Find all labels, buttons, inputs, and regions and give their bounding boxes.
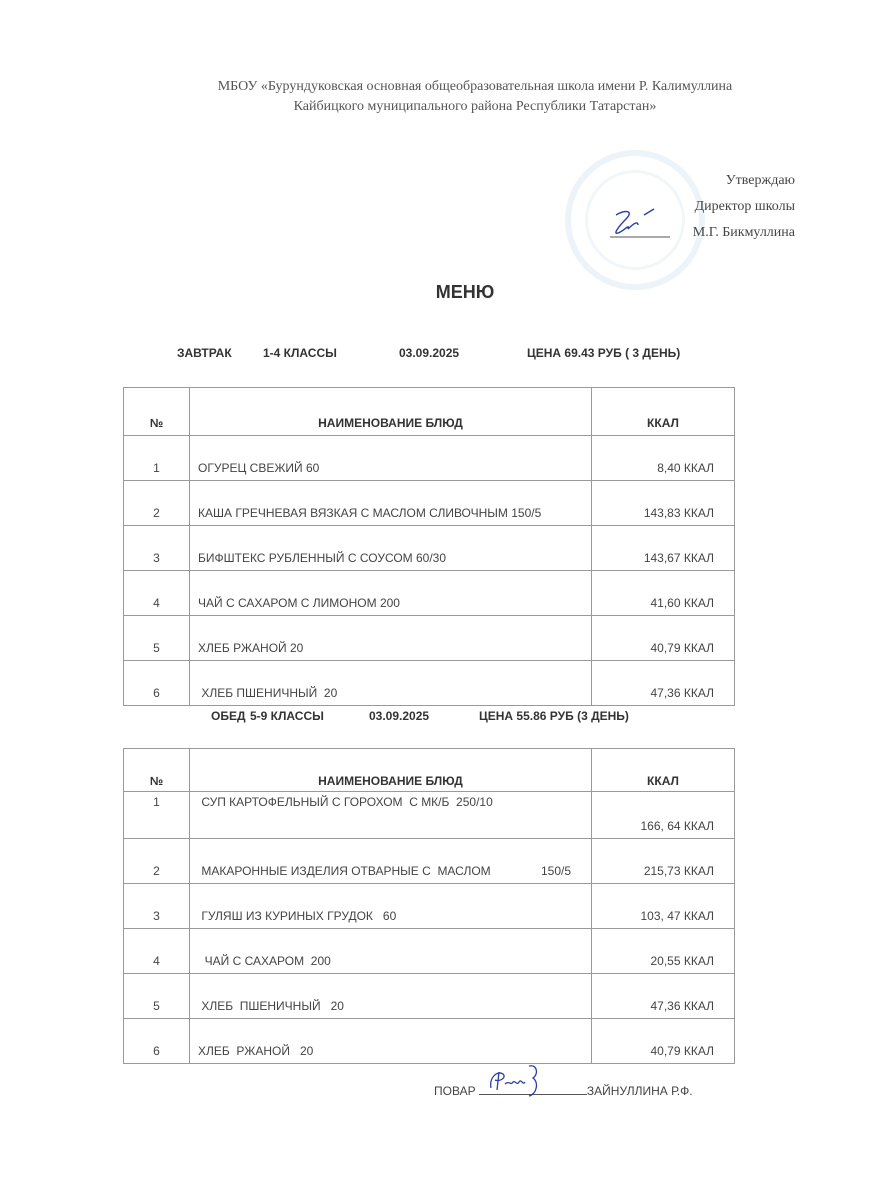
table-row: [124, 571, 735, 616]
table-row: [124, 616, 735, 661]
row-portion: 150/5: [540, 864, 571, 878]
table-row: [124, 481, 735, 526]
row-dish: СУП КАРТОФЕЛЬНЫЙ С ГОРОХОМ С МК/Б 250/10: [190, 792, 592, 839]
table-row: [124, 792, 735, 839]
table-row: [124, 974, 735, 1019]
row-dish: ХЛЕБ ПШЕНИЧНЫЙ 20: [190, 974, 592, 1019]
col-kcal-header: ККАЛ: [592, 388, 735, 436]
breakfast-meal: ЗАВТРАК: [177, 346, 232, 360]
row-dish-cell: [190, 839, 592, 884]
row-dish: ХЛЕБ РЖАНОЙ 20: [190, 1019, 592, 1064]
row-kcal: 103, 47 ККАЛ: [592, 884, 735, 929]
col-name-header: НАИМЕНОВАНИЕ БЛЮД: [190, 749, 592, 792]
row-kcal: 41,60 ККАЛ: [592, 571, 735, 616]
row-kcal: 215,73 ККАЛ: [592, 839, 735, 884]
row-kcal: 40,79 ККАЛ: [592, 1019, 735, 1064]
row-num: 1: [124, 436, 190, 481]
table-row: [124, 436, 735, 481]
director-position: Директор школы: [694, 199, 795, 214]
table-row: [124, 526, 735, 571]
lunch-table: [123, 748, 735, 1064]
cook-signature: [485, 1060, 545, 1100]
breakfast-table: [123, 387, 735, 706]
row-num: 1: [124, 792, 190, 839]
org-line-1: МБОУ «Бурундуковская основная общеобразовательная школа имени Р. Калимуллина: [217, 79, 733, 94]
lunch-price: ЦЕНА 55.86 РУБ (3 ДЕНЬ): [479, 709, 629, 723]
row-num: 6: [124, 1019, 190, 1064]
cook-name: ЗАЙНУЛЛИНА Р.Ф.: [586, 1084, 693, 1098]
approve-label: Утверждаю: [725, 173, 795, 188]
director-signature: [608, 205, 670, 239]
table-row: [124, 661, 735, 706]
col-num-header: №: [124, 749, 190, 792]
breakfast-grades: 1-4 КЛАССЫ: [263, 346, 337, 360]
row-dish: МАКАРОННЫЕ ИЗДЕЛИЯ ОТВАРНЫЕ С МАСЛОМ: [198, 864, 491, 878]
row-dish: ЧАЙ С САХАРОМ С ЛИМОНОМ 200: [190, 571, 592, 616]
row-num: 2: [124, 481, 190, 526]
row-dish: ЧАЙ С САХАРОМ 200: [190, 929, 592, 974]
row-num: 3: [124, 884, 190, 929]
row-kcal: 143,67 ККАЛ: [592, 526, 735, 571]
row-num: 5: [124, 974, 190, 1019]
row-num: 6: [124, 661, 190, 706]
row-kcal: 47,36 ККАЛ: [592, 661, 735, 706]
row-dish: ОГУРЕЦ СВЕЖИЙ 60: [190, 436, 592, 481]
organization-header: [150, 77, 800, 117]
row-num: 2: [124, 839, 190, 884]
row-kcal: 166, 64 ККАЛ: [592, 792, 735, 839]
col-name-header: НАИМЕНОВАНИЕ БЛЮД: [190, 388, 592, 436]
breakfast-price: ЦЕНА 69.43 РУБ ( 3 ДЕНЬ): [527, 346, 681, 360]
table-row: [124, 839, 735, 884]
approval-block: [693, 168, 795, 246]
cook-signature-line: [434, 1082, 693, 1098]
table-header-row: [124, 388, 735, 436]
lunch-date: 03.09.2025: [369, 709, 430, 723]
row-num: 5: [124, 616, 190, 661]
table-row: [124, 884, 735, 929]
row-kcal: 40,79 ККАЛ: [592, 616, 735, 661]
lunch-meal: ОБЕД: [211, 709, 246, 723]
breakfast-date: 03.09.2025: [399, 346, 460, 360]
table-row: [124, 1019, 735, 1064]
page-title: МЕНЮ: [435, 282, 495, 302]
row-num: 4: [124, 571, 190, 616]
row-dish: ГУЛЯШ ИЗ КУРИНЫХ ГРУДОК 60: [190, 884, 592, 929]
table-row: [124, 929, 735, 974]
row-kcal: 8,40 ККАЛ: [592, 436, 735, 481]
col-num-header: №: [124, 388, 190, 436]
cook-label: ПОВАР: [434, 1084, 476, 1098]
col-kcal-header: ККАЛ: [592, 749, 735, 792]
row-dish: КАША ГРЕЧНЕВАЯ ВЯЗКАЯ С МАСЛОМ СЛИВОЧНЫМ 150/5: [190, 481, 592, 526]
row-kcal: 143,83 ККАЛ: [592, 481, 735, 526]
row-dish: ХЛЕБ ПШЕНИЧНЫЙ 20: [190, 661, 592, 706]
org-line-2: Кайбицкого муниципального района Республики Татарстан»: [293, 99, 657, 114]
row-kcal: 20,55 ККАЛ: [592, 929, 735, 974]
table-header-row: [124, 749, 735, 792]
lunch-grades: 5-9 КЛАССЫ: [250, 709, 324, 723]
director-name: М.Г. Бикмуллина: [692, 225, 795, 240]
row-num: 3: [124, 526, 190, 571]
row-dish: ХЛЕБ РЖАНОЙ 20: [190, 616, 592, 661]
row-dish: БИФШТЕКС РУБЛЕННЫЙ С СОУСОМ 60/30: [190, 526, 592, 571]
row-num: 4: [124, 929, 190, 974]
row-kcal: 47,36 ККАЛ: [592, 974, 735, 1019]
